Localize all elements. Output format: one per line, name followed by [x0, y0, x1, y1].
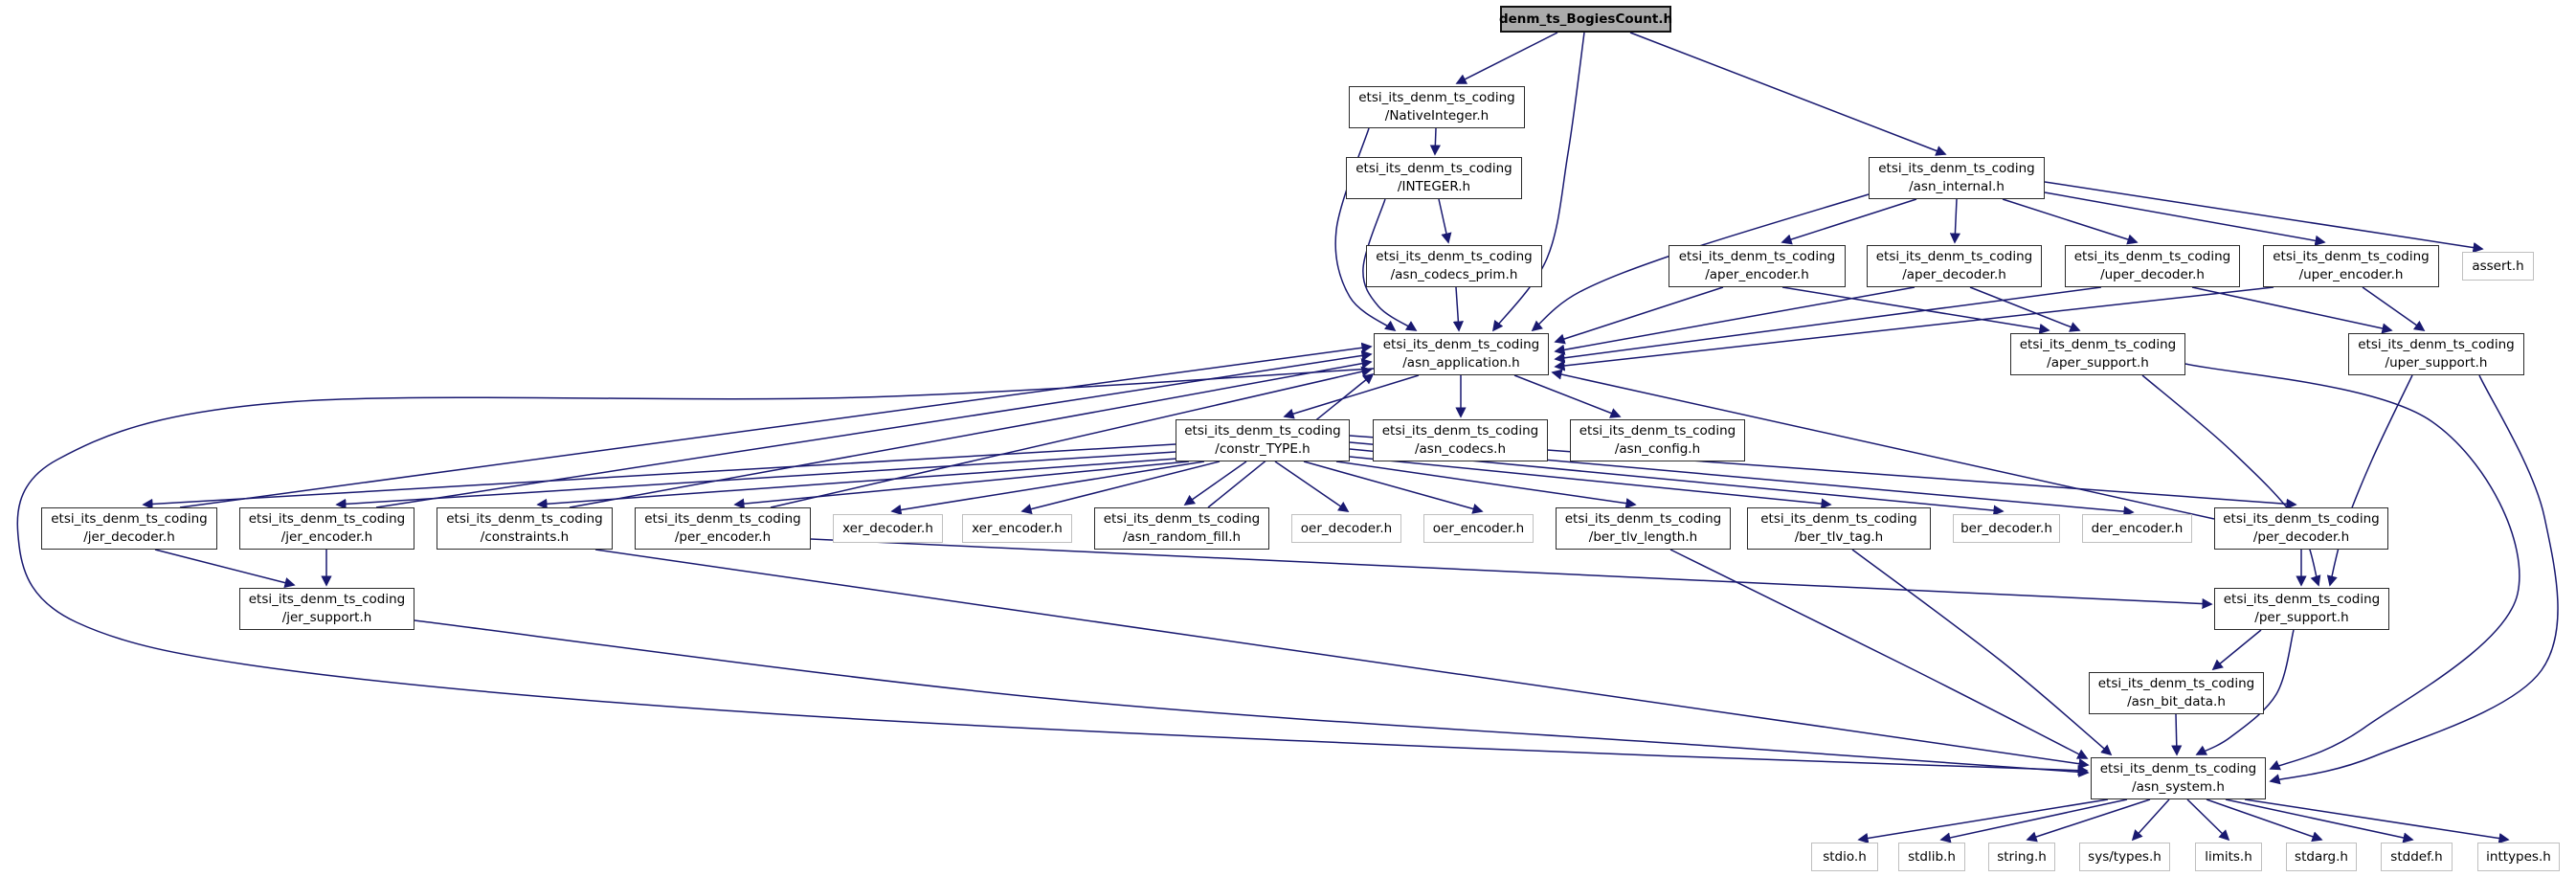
- assert-label: assert.h: [2472, 258, 2524, 274]
- string-label: string.h: [1997, 848, 2047, 865]
- edge-jer-support-to-asn-system: [414, 620, 2088, 773]
- asn-codecs-prim-label: /asn_codecs_prim.h: [1390, 267, 1518, 282]
- edge-jer-decoder-to-jer-support: [155, 550, 294, 585]
- jer-encoder-node[interactable]: [239, 507, 414, 550]
- edge-uper-encoder-to-uper-support: [2363, 287, 2424, 330]
- per-support-label: etsi_its_denm_ts_coding: [2223, 592, 2381, 607]
- edge-native-integer-to-integer: [1435, 128, 1436, 154]
- uper-support-label: /uper_support.h: [2385, 355, 2488, 371]
- jer-decoder-label: etsi_its_denm_ts_coding: [51, 511, 208, 527]
- sys-types-node: [2079, 843, 2170, 871]
- stdlib-node: [1898, 843, 1965, 871]
- constraints-label: etsi_its_denm_ts_coding: [446, 511, 603, 527]
- aper-support-label: /aper_support.h: [2047, 355, 2149, 371]
- asn-internal-label: /asn_internal.h: [1909, 179, 2005, 194]
- native-integer-node[interactable]: [1349, 86, 1525, 128]
- edge-constr-type-to-per-encoder: [735, 461, 1189, 505]
- asn-internal-label: etsi_its_denm_ts_coding: [1878, 161, 2035, 176]
- asn-config-label: etsi_its_denm_ts_coding: [1579, 423, 1736, 438]
- edge-asn-bit-data-to-asn-system: [2176, 714, 2177, 754]
- constr-type-label: etsi_its_denm_ts_coding: [1184, 423, 1341, 438]
- edge-bogies-to-native-integer: [1457, 33, 1557, 83]
- asn-random-fill-label: etsi_its_denm_ts_coding: [1103, 511, 1261, 527]
- edge-asn-internal-to-aper-decoder: [1955, 199, 1957, 242]
- oer-encoder-node: [1423, 514, 1534, 543]
- aper-decoder-label: /aper_decoder.h: [1902, 267, 2006, 282]
- constraints-node[interactable]: [437, 507, 613, 550]
- asn-application-label: etsi_its_denm_ts_coding: [1382, 337, 1540, 352]
- stdio-node: [1811, 843, 1878, 871]
- xer-encoder-label: xer_encoder.h: [972, 520, 1063, 536]
- jer-support-node[interactable]: [239, 588, 414, 630]
- edge-asn-application-to-asn-system: [17, 369, 2087, 771]
- integer-label: etsi_its_denm_ts_coding: [1355, 161, 1512, 176]
- per-decoder-label: etsi_its_denm_ts_coding: [2223, 511, 2380, 527]
- integer-node[interactable]: [1346, 157, 1522, 199]
- asn-bit-data-label: /asn_bit_data.h: [2127, 694, 2226, 709]
- uper-support-node[interactable]: [2348, 333, 2524, 375]
- edge-asn-system-to-stddef: [2226, 799, 2412, 840]
- stddef-label: stddef.h: [2390, 848, 2443, 865]
- jer-decoder-label: /jer_decoder.h: [83, 529, 175, 545]
- uper-decoder-node[interactable]: [2065, 245, 2240, 287]
- edge-aper-encoder-to-asn-application: [1556, 287, 1723, 342]
- aper-decoder-node[interactable]: [1867, 245, 2042, 287]
- ber-decoder-label: ber_decoder.h: [1960, 520, 2052, 536]
- ber-tlv-tag-label: etsi_its_denm_ts_coding: [1760, 511, 1917, 527]
- asn-codecs-label: /asn_codecs.h: [1414, 441, 1507, 457]
- edge-uper-support-to-per-support: [2330, 375, 2412, 585]
- jer-decoder-node[interactable]: [41, 507, 217, 550]
- bogies-node: [1500, 6, 1671, 33]
- edge-asn-internal-to-assert: [2045, 182, 2482, 249]
- edge-asn-system-to-stdlib: [1941, 799, 2127, 840]
- edge-asn-application-to-asn-config: [1514, 375, 1620, 416]
- ber-tlv-length-node[interactable]: [1556, 507, 1731, 550]
- inttypes-label: inttypes.h: [2486, 848, 2551, 865]
- string-node: [1988, 843, 2055, 871]
- asn-application-label: /asn_application.h: [1402, 355, 1520, 371]
- edge-bogies-to-asn-internal: [1630, 33, 1945, 154]
- der-encoder-label: der_encoder.h: [2091, 520, 2184, 536]
- per-decoder-node[interactable]: [2214, 507, 2388, 550]
- asn-config-label: /asn_config.h: [1614, 441, 1701, 457]
- asn-application-node[interactable]: [1374, 333, 1549, 375]
- assert-node: [2462, 252, 2534, 281]
- edge-asn-internal-to-aper-encoder: [1782, 199, 1916, 242]
- aper-encoder-node[interactable]: [1669, 245, 1846, 287]
- native-integer-label: etsi_its_denm_ts_coding: [1358, 90, 1515, 105]
- edge-uper-support-to-asn-system: [2271, 375, 2558, 781]
- stdarg-node: [2286, 843, 2357, 871]
- edge-constraints-to-asn-system: [595, 550, 2088, 765]
- aper-encoder-label: /aper_encoder.h: [1705, 267, 1809, 282]
- per-encoder-label: etsi_its_denm_ts_coding: [644, 511, 801, 527]
- aper-support-label: etsi_its_denm_ts_coding: [2019, 337, 2177, 352]
- bogies-label: denm_ts_BogiesCount.h: [1498, 11, 1673, 27]
- oer-decoder-node: [1291, 514, 1401, 543]
- xer-encoder-node: [962, 514, 1072, 543]
- per-support-node[interactable]: [2214, 588, 2389, 630]
- asn-system-node[interactable]: [2091, 757, 2266, 799]
- edge-per-support-to-asn-bit-data: [2213, 630, 2261, 669]
- per-encoder-node[interactable]: [635, 507, 811, 550]
- edge-asn-internal-to-uper-encoder: [2045, 192, 2324, 242]
- per-decoder-label: /per_decoder.h: [2252, 529, 2350, 545]
- edge-constr-type-to-oer-decoder: [1275, 461, 1348, 511]
- asn-config-node[interactable]: [1570, 419, 1745, 461]
- edge-ber-tlv-length-to-asn-system: [1670, 550, 2087, 758]
- uper-decoder-label: /uper_decoder.h: [2100, 267, 2205, 282]
- asn-system-label: /asn_system.h: [2132, 779, 2225, 795]
- jer-support-label: etsi_its_denm_ts_coding: [248, 592, 406, 607]
- inttypes-node: [2477, 843, 2560, 871]
- edge-asn-system-to-stdarg: [2206, 799, 2321, 840]
- oer-decoder-label: oer_decoder.h: [1300, 520, 1393, 536]
- asn-bit-data-label: etsi_its_denm_ts_coding: [2097, 676, 2255, 691]
- edge-aper-decoder-to-aper-support: [1970, 287, 2079, 330]
- uper-decoder-label: etsi_its_denm_ts_coding: [2073, 249, 2231, 264]
- constr-type-node[interactable]: [1176, 419, 1350, 461]
- edge-asn-system-to-inttypes: [2245, 799, 2508, 840]
- jer-support-label: /jer_support.h: [281, 610, 372, 625]
- asn-codecs-prim-label: etsi_its_denm_ts_coding: [1376, 249, 1533, 264]
- asn-codecs-label: etsi_its_denm_ts_coding: [1381, 423, 1539, 438]
- stdlib-label: stdlib.h: [1908, 848, 1956, 865]
- asn-codecs-node[interactable]: [1373, 419, 1548, 461]
- ber-decoder-node: [1953, 514, 2060, 543]
- native-integer-label: /NativeInteger.h: [1384, 108, 1490, 124]
- stddef-node: [2381, 843, 2453, 871]
- sys-types-label: sys/types.h: [2088, 848, 2162, 865]
- uper-encoder-label: etsi_its_denm_ts_coding: [2273, 249, 2430, 264]
- asn-internal-node[interactable]: [1869, 157, 2045, 199]
- edge-asn-codecs-prim-to-asn-application: [1456, 287, 1459, 330]
- asn-codecs-prim-node[interactable]: [1366, 245, 1542, 287]
- aper-decoder-label: etsi_its_denm_ts_coding: [1875, 249, 2033, 264]
- xer-decoder-node: [833, 514, 943, 543]
- xer-decoder-label: xer_decoder.h: [842, 520, 933, 536]
- stdio-label: stdio.h: [1823, 848, 1867, 865]
- uper-support-label: etsi_its_denm_ts_coding: [2358, 337, 2515, 352]
- edge-uper-decoder-to-uper-support: [2192, 287, 2391, 330]
- edge-asn-system-to-string: [2027, 799, 2150, 840]
- ber-tlv-length-label: etsi_its_denm_ts_coding: [1564, 511, 1722, 527]
- per-encoder-label: /per_encoder.h: [674, 529, 772, 545]
- edge-ber-tlv-tag-to-asn-system: [1852, 550, 2111, 754]
- per-support-label: /per_support.h: [2254, 610, 2349, 625]
- uper-encoder-node[interactable]: [2263, 245, 2439, 287]
- constr-type-label: /constr_TYPE.h: [1215, 441, 1310, 457]
- asn-random-fill-node[interactable]: [1094, 507, 1269, 550]
- integer-label: /INTEGER.h: [1397, 179, 1471, 194]
- edge-asn-system-to-sys-types: [2133, 799, 2169, 840]
- edge-constr-type-to-jer-encoder: [337, 452, 1176, 505]
- edge-aper-support-to-per-support: [2142, 375, 2318, 585]
- der-encoder-node: [2082, 514, 2192, 543]
- asn-bit-data-node[interactable]: [2089, 672, 2264, 714]
- jer-encoder-label: etsi_its_denm_ts_coding: [248, 511, 406, 527]
- edge-asn-application-to-constr-type: [1285, 375, 1419, 416]
- ber-tlv-tag-label: /ber_tlv_tag.h: [1794, 529, 1884, 545]
- limits-node: [2195, 843, 2262, 871]
- edge-integer-to-asn-codecs-prim: [1439, 199, 1448, 242]
- asn-random-fill-label: /asn_random_fill.h: [1122, 529, 1242, 545]
- jer-encoder-label: /jer_encoder.h: [280, 529, 373, 545]
- ber-tlv-tag-node[interactable]: [1747, 507, 1931, 550]
- edge-asn-system-to-stdio: [1859, 799, 2108, 840]
- aper-encoder-label: etsi_its_denm_ts_coding: [1678, 249, 1836, 264]
- oer-encoder-label: oer_encoder.h: [1432, 520, 1525, 536]
- ber-tlv-length-label: /ber_tlv_length.h: [1588, 529, 1698, 545]
- aper-support-node[interactable]: [2010, 333, 2185, 375]
- asn-system-label: etsi_its_denm_ts_coding: [2099, 761, 2257, 776]
- constraints-label: /constraints.h: [480, 529, 570, 545]
- limits-label: limits.h: [2205, 848, 2252, 865]
- edge-per-encoder-to-per-support: [811, 539, 2211, 604]
- stdarg-label: stdarg.h: [2295, 848, 2348, 865]
- uper-encoder-label: /uper_encoder.h: [2298, 267, 2404, 282]
